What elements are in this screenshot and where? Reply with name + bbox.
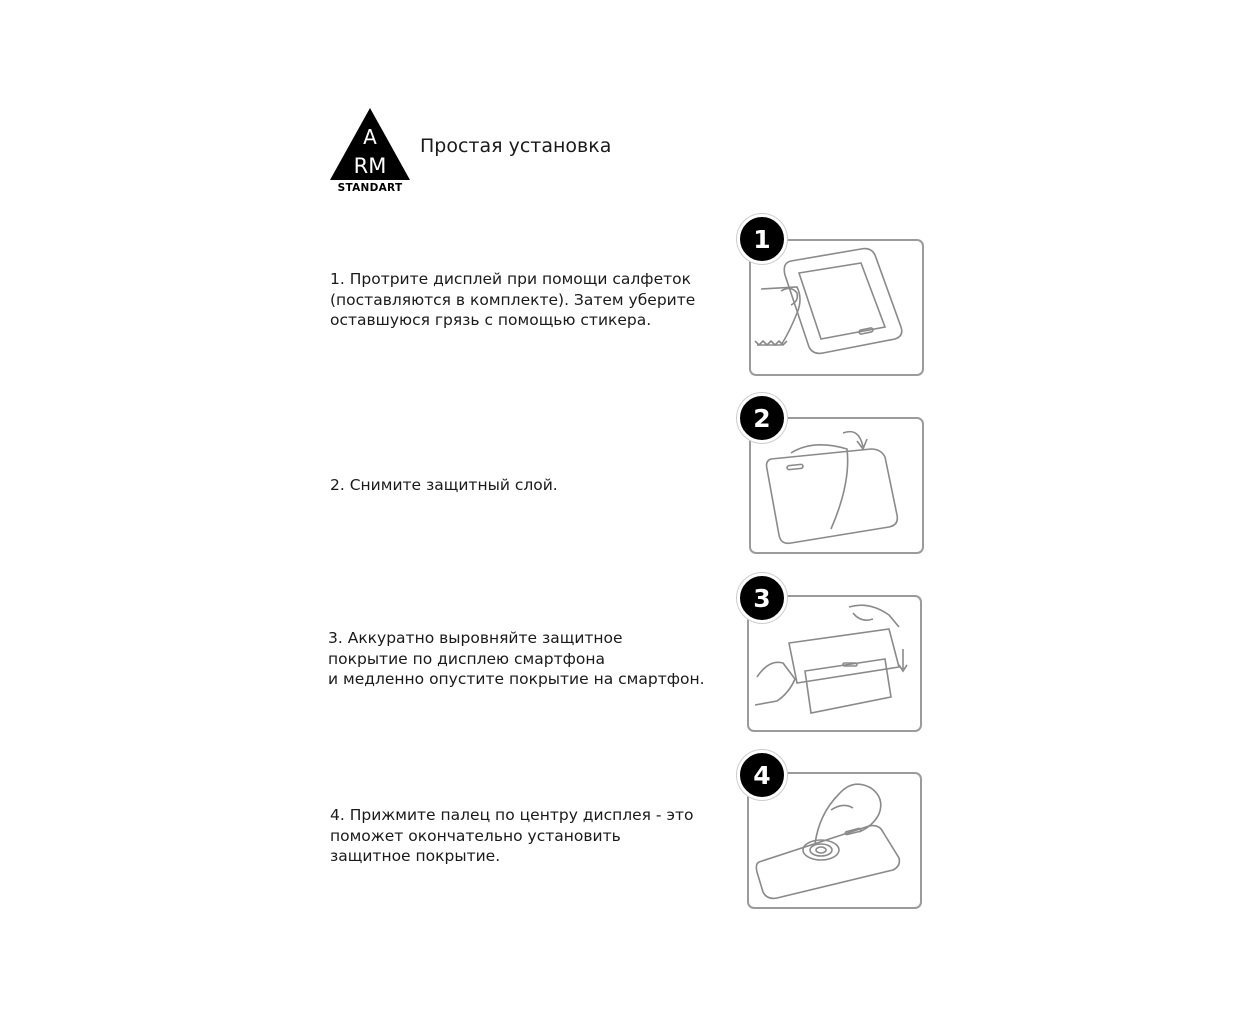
step-4-badge: 4 xyxy=(737,750,787,800)
logo-letter-a: A xyxy=(363,125,377,149)
peel-film-icon xyxy=(751,419,922,552)
step-2-text xyxy=(330,475,558,496)
step-3-line-3: и медленно опустите покрытие на смартфон. xyxy=(328,670,705,688)
step-1-text xyxy=(330,269,695,331)
step-3-line-2: покрытие по дисплею смартфона xyxy=(328,649,605,668)
step-3-badge: 3 xyxy=(737,573,787,623)
step-4-text xyxy=(330,805,693,867)
step-1-line-3: оставшуюся грязь с помощью стикера. xyxy=(330,311,652,329)
step-3-line-1: 3. Аккуратно выровняйте защитное xyxy=(328,629,623,647)
step-3-text xyxy=(328,628,705,690)
logo-brand-text: STANDART xyxy=(337,182,403,194)
step-1-line-1: 1. Протрите дисплей при помощи салфеток xyxy=(330,270,691,288)
step-1-line-2: (поставляются в комплекте). Затем уберите xyxy=(330,290,696,309)
step-2-badge: 2 xyxy=(737,393,787,443)
step-2-line-1: 2. Снимите защитный слой. xyxy=(330,476,558,494)
step-4-line-1: 4. Прижмите палец по центру дисплея - это xyxy=(330,806,694,824)
page-title: Простая установка xyxy=(420,135,612,157)
phone-wipe-cloth-icon xyxy=(751,241,922,374)
arm-standart-logo xyxy=(328,106,412,194)
logo-letters-rm: RM xyxy=(353,154,387,178)
step-4-line-2: поможет окончательно установить xyxy=(330,826,621,845)
step-1-badge: 1 xyxy=(737,214,787,264)
step-4-line-3: защитное покрытие. xyxy=(330,847,501,865)
